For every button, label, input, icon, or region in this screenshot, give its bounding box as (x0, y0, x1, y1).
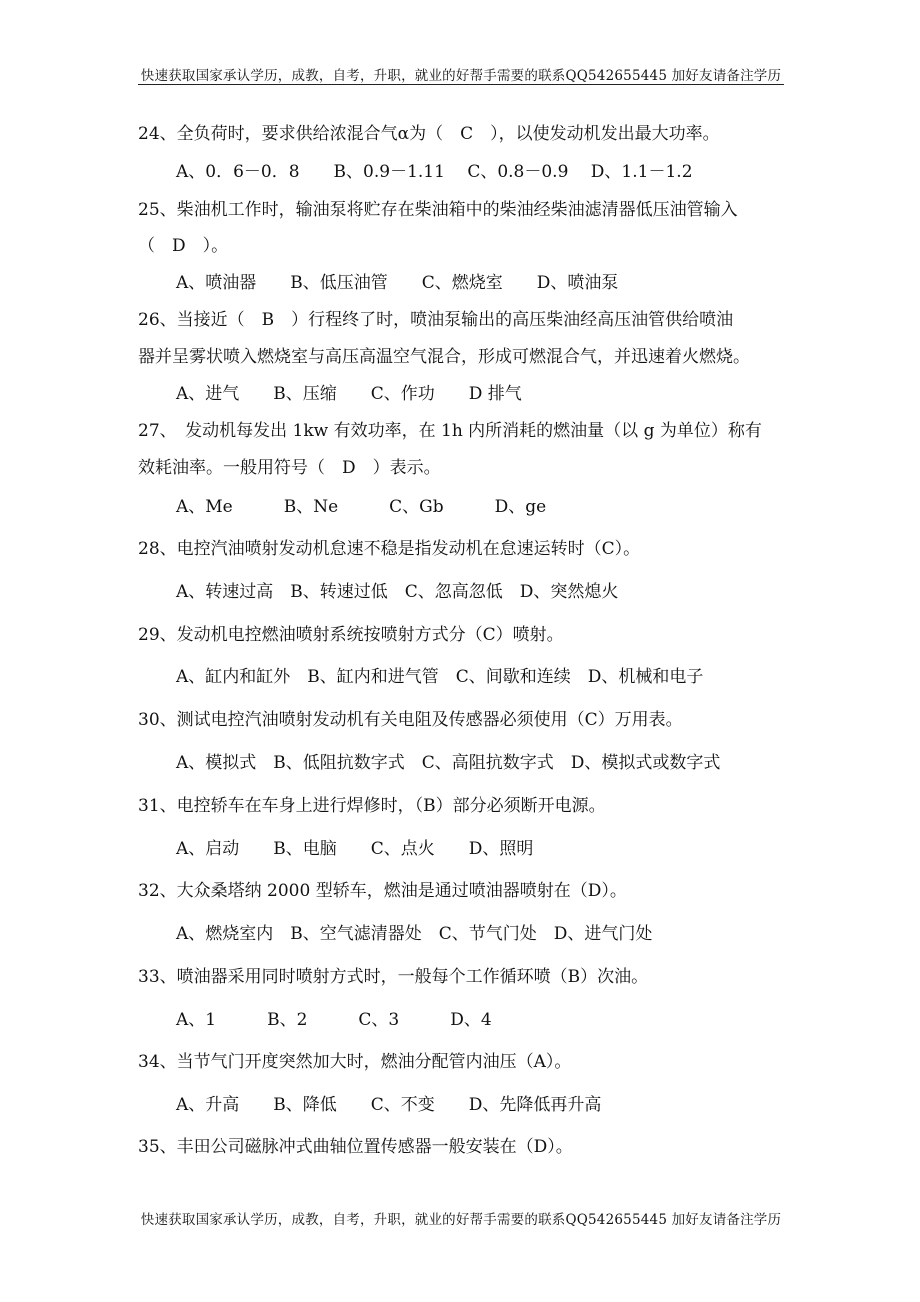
question-25: 25、柴油机工作时，输油泵将贮存在柴油箱中的柴油经柴油滤清器低压油管输入 (138, 200, 738, 220)
question-29-options: A、缸内和缸外 B、缸内和进气管 C、间歇和连续 D、机械和电子 (176, 667, 704, 687)
question-25-continued: （ D ）。 (138, 236, 229, 256)
question-28: 28、电控汽油喷射发动机怠速不稳是指发动机在怠速运转时（C）。 (138, 539, 641, 559)
question-30: 30、测试电控汽油喷射发动机有关电阻及传感器必须使用（C）万用表。 (138, 710, 683, 730)
question-24-options: A、0．6－0．8 B、0.9－1.11 C、0.8－0.9 D、1.1－1.2 (176, 162, 693, 182)
question-26-continued: 器并呈雾状喷入燃烧室与高压高温空气混合，形成可燃混合气，并迅速着火燃烧。 (138, 347, 750, 367)
question-33: 33、喷油器采用同时喷射方式时，一般每个工作循环喷（B）次油。 (138, 967, 649, 987)
question-30-options: A、模拟式 B、低阻抗数字式 C、高阻抗数字式 D、模拟式或数字式 (176, 753, 721, 773)
question-31: 31、电控轿车在车身上进行焊修时，（B）部分必须断开电源。 (138, 796, 606, 816)
question-31-options: A、启动 B、电脑 C、点火 D、照明 (176, 839, 534, 859)
page-header: 快速获取国家承认学历，成教，自考，升职，就业的好帮手需要的联系QQ542655445 加好友请备注学历 (140, 68, 782, 84)
question-34: 34、当节气门开度突然加大时，燃油分配管内油压（A）。 (138, 1052, 572, 1072)
question-27-options: A、Me B、Ne C、Gb D、ge (176, 497, 547, 517)
question-32-options: A、燃烧室内 B、空气滤清器处 C、节气门处 D、进气门处 (176, 924, 653, 944)
question-35: 35、丰田公司磁脉冲式曲轴位置传感器一般安装在（D）。 (138, 1137, 573, 1157)
question-27: 27、 发动机每发出 1kw 有效功率，在 1h 内所消耗的燃油量（以 g 为单位）称有 (138, 421, 762, 441)
question-29: 29、发动机电控燃油喷射系统按喷射方式分（C）喷射。 (138, 625, 564, 645)
question-34-options: A、升高 B、降低 C、不变 D、先降低再升高 (176, 1095, 602, 1115)
question-26-options: A、进气 B、压缩 C、作功 D 排气 (176, 384, 522, 404)
question-28-options: A、转速过高 B、转速过低 C、忽高忽低 D、突然熄火 (176, 582, 619, 602)
header-divider (138, 84, 784, 85)
question-27-continued: 效耗油率。一般用符号（ D ）表示。 (138, 458, 441, 478)
question-26: 26、当接近（ B ）行程终了时，喷油泵输出的高压柴油经高压油管供给喷油 (138, 310, 734, 330)
page-footer: 快速获取国家承认学历，成教，自考，升职，就业的好帮手需要的联系QQ542655445 加好友请备注学历 (140, 1212, 782, 1228)
question-25-options: A、喷油器 B、低压油管 C、燃烧室 D、喷油泵 (176, 273, 619, 293)
question-24: 24、全负荷时，要求供给浓混合气α为（ C ），以使发动机发出最大功率。 (138, 124, 720, 144)
question-33-options: A、1 B、2 C、3 D、4 (176, 1010, 492, 1030)
question-32: 32、大众桑塔纳 2000 型轿车，燃油是通过喷油器喷射在（D）。 (138, 881, 627, 901)
